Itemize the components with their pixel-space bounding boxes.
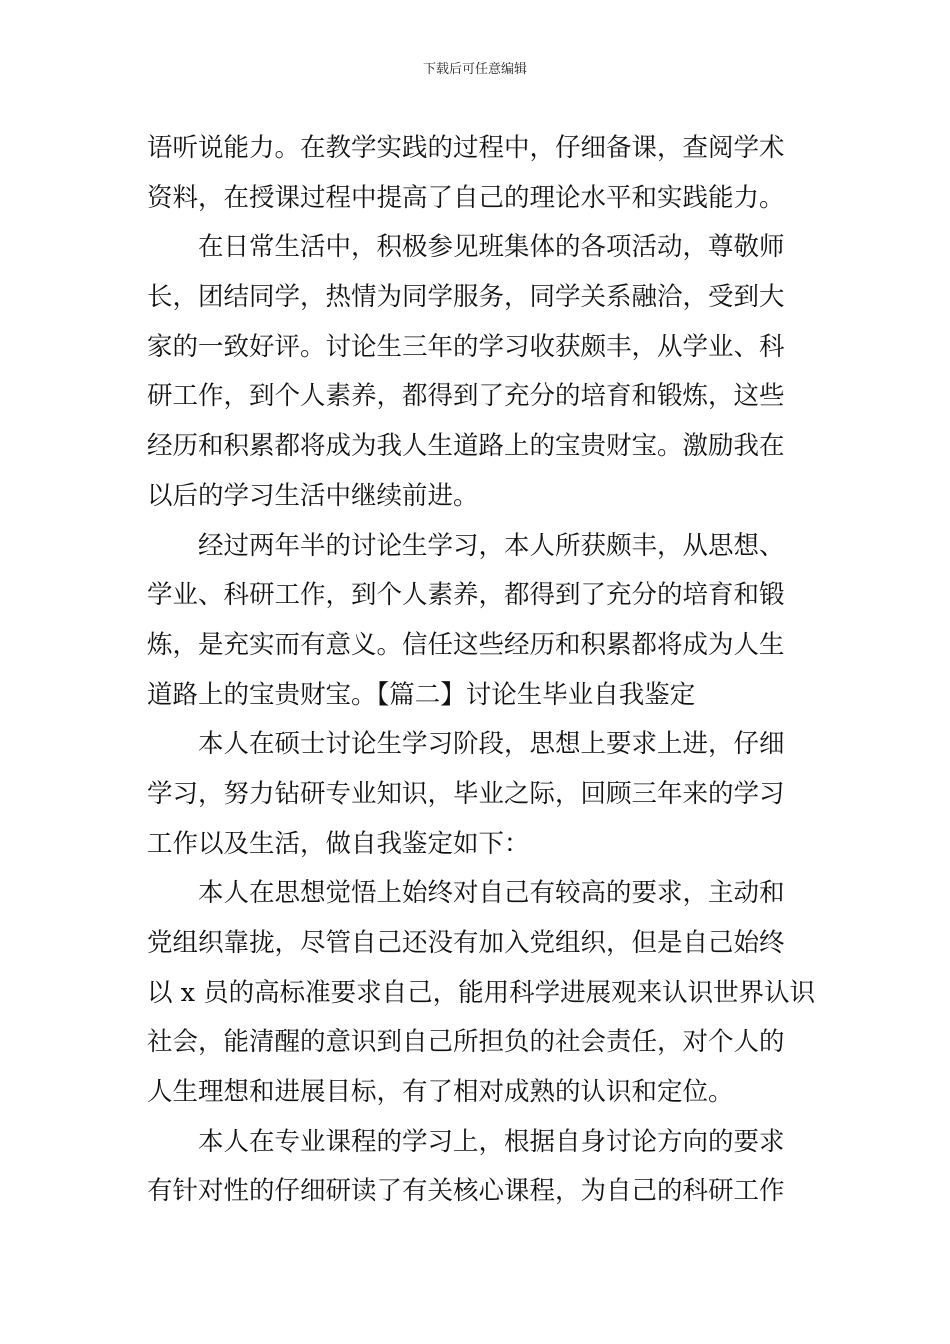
text-line: 以 x 员的高标准要求自己，能用科学进展观来认识世界认识 [147, 977, 816, 1008]
text-line: 研工作，到个人素养，都得到了充分的培育和锻炼，这些 [147, 381, 785, 412]
text-line: 人生理想和进展目标，有了相对成熟的认识和定位。 [147, 1077, 734, 1108]
text-line: 党组织靠拢，尽管自己还没有加入党组织，但是自己始终 [147, 928, 785, 958]
paragraph-start-line: 本人在思想觉悟上始终对自己有较高的要求，主动和 [198, 878, 785, 909]
text-line: 以后的学习生活中继续前进。 [147, 480, 479, 511]
paragraph-start-line: 本人在硕士讨论生学习阶段，思想上要求上进，仔细 [198, 729, 785, 760]
text-line: 经历和积累都将成为我人生道路上的宝贵财宝。激励我在 [147, 431, 785, 462]
text-line: 学习，努力钻研专业知识，毕业之际，回顾三年来的学习 [147, 778, 785, 809]
text-line: 炼，是充实而有意义。信任这些经历和积累都将成为人生 [147, 629, 785, 660]
paragraph-start-line: 经过两年半的讨论生学习，本人所获颇丰，从思想、 [198, 530, 785, 561]
text-line: 工作以及生活，做自我鉴定如下： [147, 828, 530, 859]
text-line: 资料，在授课过程中提高了自己的理论水平和实践能力。 [147, 182, 785, 213]
text-line: 长，团结同学，热情为同学服务，同学关系融洽，受到大 [147, 282, 785, 313]
paragraph-start-line: 本人在专业课程的学习上，根据自身讨论方向的要求 [198, 1126, 785, 1157]
text-line: 社会，能清醒的意识到自己所担负的社会责任，对个人的 [147, 1027, 785, 1058]
text-line: 家的一致好评。讨论生三年的学习收获颇丰，从学业、科 [147, 331, 785, 362]
document-body [147, 124, 816, 1217]
text-line: 语听说能力。在教学实践的过程中，仔细备课，查阅学术 [147, 133, 785, 163]
text-line: 道路上的宝贵财宝。【篇二】讨论生毕业自我鉴定 [147, 679, 696, 710]
paragraph-start-line: 在日常生活中，积极参见班集体的各项活动，尊敬师 [198, 232, 785, 263]
text-line: 有针对性的仔细研读了有关核心课程，为自己的科研工作 [147, 1176, 785, 1207]
page-header: 下载后可任意编辑 [422, 62, 527, 77]
text-line: 学业、科研工作，到个人素养，都得到了充分的培育和锻 [147, 580, 785, 611]
